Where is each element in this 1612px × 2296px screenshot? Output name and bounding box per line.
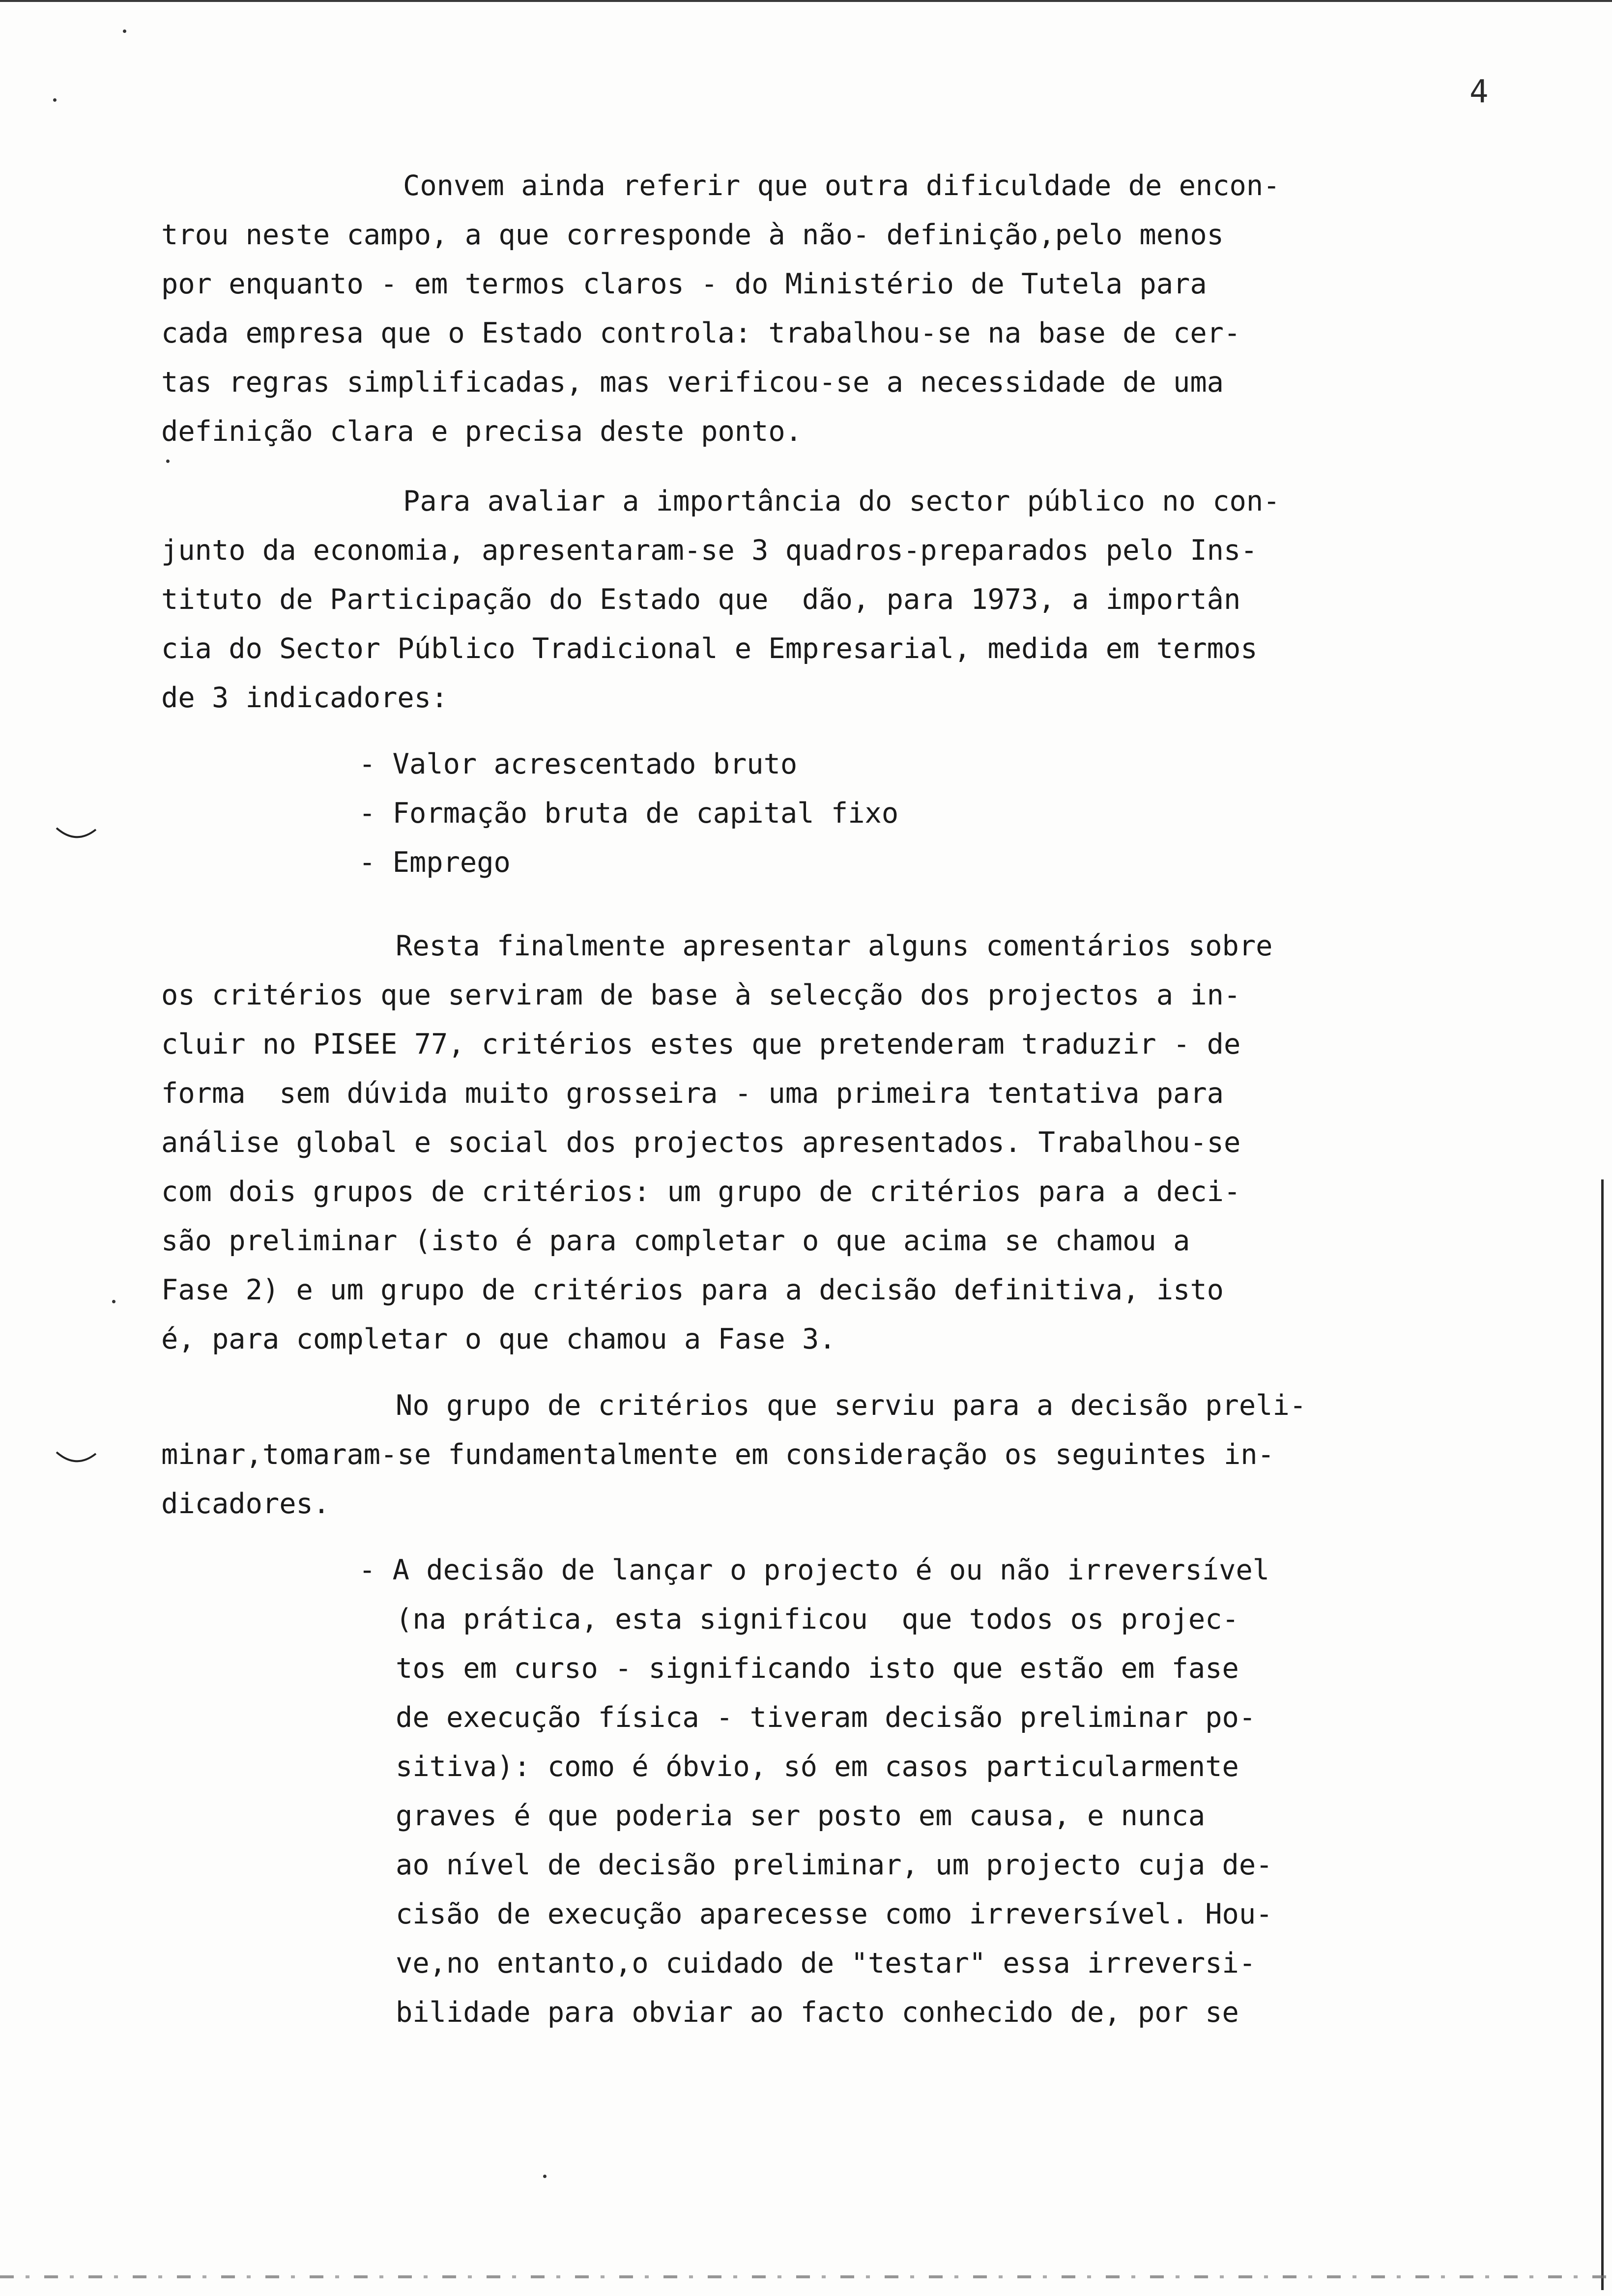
text-line: tituto de Participação do Estado que dão, para 1973, a importân <box>161 583 1241 616</box>
speck-mark <box>112 1300 115 1303</box>
text-line: - A decisão de lançar o projecto é ou não irreversível <box>359 1554 1270 1586</box>
list-item: - Emprego <box>359 846 511 879</box>
text-line: Fase 2) e um grupo de critérios para a decisão definitiva, isto <box>161 1274 1224 1306</box>
scan-hole-mark-icon <box>54 1450 98 1469</box>
text-line: ao nível de decisão preliminar, um projecto cuja de- <box>396 1849 1273 1881</box>
text-line: sitiva): como é óbvio, só em casos particularmente <box>396 1751 1239 1783</box>
text-line: definição clara e precisa deste ponto. <box>161 415 803 448</box>
text-line: por enquanto - em termos claros - do Ministério de Tutela para <box>161 268 1207 300</box>
text-line: dicadores. <box>161 1488 330 1520</box>
right-edge-rule <box>1601 1179 1604 2290</box>
text-line: cluir no PISEE 77, critérios estes que pretenderam traduzir - de <box>161 1028 1241 1061</box>
text-line: ve,no entanto,o cuidado de "testar" essa irreversi- <box>396 1947 1256 1980</box>
text-line: cia do Sector Público Tradicional e Empresarial, medida em termos <box>161 632 1258 665</box>
text-line: são preliminar (isto é para completar o que acima se chamou a <box>161 1225 1190 1257</box>
text-line: tos em curso - significando isto que estão em fase <box>396 1652 1239 1685</box>
text-line: tas regras simplificadas, mas verificou-se a necessidade de uma <box>161 366 1224 399</box>
text-line: Para avaliar a importância do sector público no con- <box>403 485 1280 517</box>
text-line: forma sem dúvida muito grosseira - uma primeira tentativa para <box>161 1077 1224 1110</box>
list-item: - Formação bruta de capital fixo <box>359 797 899 830</box>
speck-mark <box>166 459 170 463</box>
speck-mark <box>123 29 126 33</box>
text-line: trou neste campo, a que corresponde à não- definição,pelo menos <box>161 219 1224 251</box>
text-line: cisão de execução aparecesse como irreversível. Hou- <box>396 1898 1273 1930</box>
text-line: de execução física - tiveram decisão preliminar po- <box>396 1701 1256 1734</box>
text-line: cada empresa que o Estado controla: trabalhou-se na base de cer- <box>161 317 1241 349</box>
text-line: No grupo de critérios que serviu para a decisão preli- <box>396 1389 1307 1422</box>
speck-mark <box>543 2175 547 2178</box>
page-number: 4 <box>1469 74 1490 110</box>
text-line: Convem ainda referir que outra dificuldade de encon- <box>403 170 1280 202</box>
text-line: com dois grupos de critérios: um grupo de critérios para a deci- <box>161 1176 1241 1208</box>
list-item: - Valor acrescentado bruto <box>359 748 798 780</box>
text-line: graves é que poderia ser posto em causa, e nunca <box>396 1800 1206 1832</box>
scan-hole-mark-icon <box>54 826 98 845</box>
text-line: análise global e social dos projectos apresentados. Trabalhou-se <box>161 1126 1241 1159</box>
speck-mark <box>53 98 57 102</box>
bottom-edge-rule <box>0 2275 1612 2278</box>
text-line: junto da economia, apresentaram-se 3 quadros-preparados pelo Ins- <box>161 534 1258 567</box>
text-line: os critérios que serviram de base à selecção dos projectos a in- <box>161 979 1241 1011</box>
top-edge-rule <box>0 0 1612 2</box>
text-line: minar,tomaram-se fundamentalmente em consideração os seguintes in- <box>161 1438 1274 1471</box>
text-line: bilidade para obviar ao facto conhecido de, por se <box>396 1996 1239 2029</box>
text-line: de 3 indicadores: <box>161 682 448 714</box>
text-line: é, para completar o que chamou a Fase 3. <box>161 1323 836 1355</box>
text-line: (na prática, esta significou que todos os projec- <box>396 1603 1239 1636</box>
text-line: Resta finalmente apresentar alguns comentários sobre <box>396 930 1273 962</box>
